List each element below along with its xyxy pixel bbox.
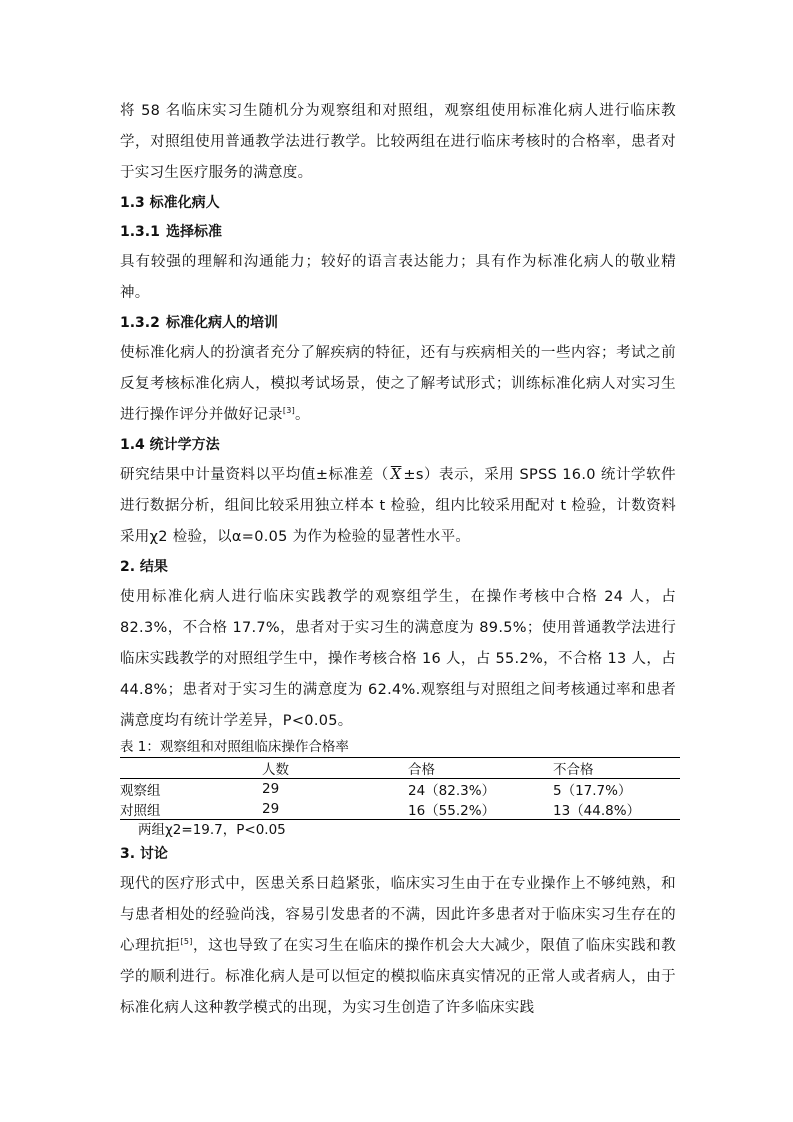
paragraph-text: 研究结果中计量资料以平均值±标准差（ xyxy=(120,467,389,483)
table-cell: 29 xyxy=(262,799,408,820)
section-3-heading: 3. 讨论 xyxy=(120,846,168,862)
section-1-3-1-heading xyxy=(120,218,676,247)
table-header-cell: 不合格 xyxy=(553,758,680,779)
table-header-cell xyxy=(120,758,262,779)
section-1-3-1-paragraph: 具有较强的理解和沟通能力；较好的语言表达能力；具有作为标准化病人的敬业精神。 xyxy=(120,254,676,301)
table-row xyxy=(120,779,680,800)
table-note: 两组χ2=19.7，P<0.05 xyxy=(138,822,286,838)
table-caption: 表 1：观察组和对照组临床操作合格率 xyxy=(120,739,349,755)
table-header-cell: 人数 xyxy=(262,758,408,779)
section-2-paragraph: 使用标准化病人进行临床实践教学的观察组学生，在操作考核中合格 24 人，占 82.3%，不合格 17.7%，患者对于实习生的满意度为 89.5%；使用普通教学法进行临床实践教学的对照组学生中，操作考核合格 16 人，占 55.2%，不合格 13 人，占 44.8%；患者对于实习生的满意度为 62.4%.观察组与对照组之间考核通过率和患者满意度均有统计学差异，P<0.05。 xyxy=(120,589,676,729)
section-1-3-2-paragraph xyxy=(120,338,676,431)
section-1-3-heading: 1.3 标准化病人 xyxy=(120,195,220,211)
table-cell: 对照组 xyxy=(120,799,262,820)
table-cell: 24（82.3%） xyxy=(408,783,496,799)
section-number: 1.3.1 xyxy=(120,224,160,240)
paragraph-end: 。 xyxy=(295,407,310,423)
section-1-4-paragraph xyxy=(120,460,676,553)
paragraph-text: ，这也导致了在实习生在临床的操作机会大大减少，限值了临床实践和教学的顺利进行。标准化病人是可以恒定的模拟临床真实情况的正常人或者病人，由于标准化病人这种教学模式的出现，为实习生创造了许多临床实践 xyxy=(120,938,676,1016)
section-2-heading: 2. 结果 xyxy=(120,559,168,575)
table-cell: 29 xyxy=(262,781,280,797)
intro-paragraph: 将 58 名临床实习生随机分为观察组和对照组，观察组使用标准化病人进行临床教学，对照组使用普通教学法进行教学。比较两组在进行临床考核时的合格率，患者对于实习生医疗服务的满意度。 xyxy=(120,103,676,181)
table-header-cell: 合格 xyxy=(408,758,553,779)
section-1-3-2-heading xyxy=(120,309,676,338)
section-3-paragraph xyxy=(120,869,676,1024)
table-cell: 16（55.2%） xyxy=(408,799,553,820)
section-title: 选择标准 xyxy=(166,224,222,240)
section-title: 标准化病人的培训 xyxy=(166,315,278,331)
paragraph-text: 现代的医疗形式中，医患关系日趋紧张，临床实习生由于在专业操作上不够纯熟，和与患者相处的经验尚浅，容易引发患者的不满，因此许多患者对于临床实习生存在的心理抗拒 xyxy=(120,876,676,954)
paragraph-text: 使标准化病人的扮演者充分了解疾病的特征，还有与疾病相关的一些内容；考试之前反复考核标准化病人，模拟考试场景，使之了解考试形式；训练标准化病人对实习生进行操作评分并做好记录 xyxy=(120,345,676,423)
paragraph-text: ±s）表示，采用 SPSS 16.0 统计学软件进行数据分析，组间比较采用独立样本 t 检验，组内比较采用配对 t 检验，计数资料采用χ2 检验，以α=0.05 为作为检验的显著性水平。 xyxy=(120,467,676,545)
citation-ref: [3] xyxy=(282,406,296,416)
section-number: 1.3.2 xyxy=(120,315,160,331)
table-cell: 13（44.8%） xyxy=(553,799,680,820)
section-1-4-heading: 1.4 统计学方法 xyxy=(120,437,220,453)
citation-ref: [5] xyxy=(180,937,193,947)
document-page xyxy=(120,96,676,1024)
table-cell: 5（17.7%） xyxy=(553,783,632,799)
table-cell: 观察组 xyxy=(120,783,161,799)
results-table xyxy=(120,757,680,820)
table-row xyxy=(120,799,680,820)
table-header-row xyxy=(120,758,680,779)
mean-symbol: $\overline{X}$ xyxy=(390,467,402,483)
